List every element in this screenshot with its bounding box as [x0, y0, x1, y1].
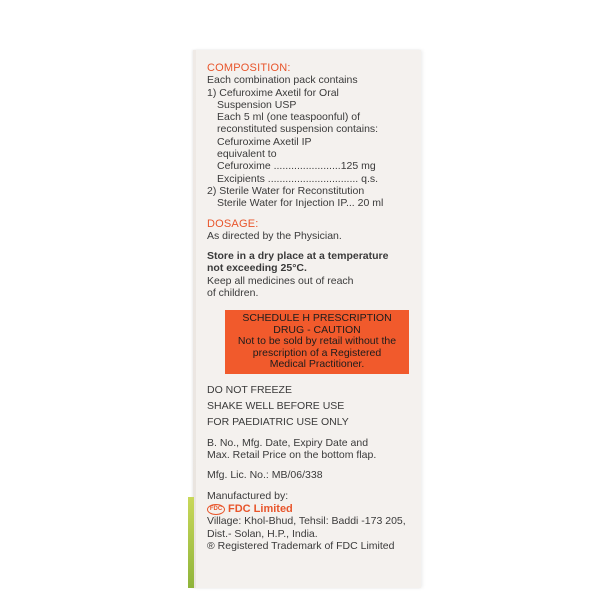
dosage-heading: DOSAGE: [207, 217, 259, 230]
manufacturer-name: FDC Limited [228, 502, 293, 515]
composition-line: equivalent to [217, 148, 277, 161]
storage-line: of children. [207, 287, 259, 300]
composition-line: Cefuroxime .......................125 mg [217, 160, 376, 173]
warning-line: prescription of a Registered [252, 346, 382, 359]
batch-line: Max. Retail Price on the bottom flap. [207, 449, 377, 462]
instruction-paediatric: FOR PAEDIATRIC USE ONLY [207, 416, 349, 429]
manufacturer-logo-row [207, 503, 419, 515]
fdc-logo-icon: FDC [207, 504, 225, 515]
composition-line: 1) Cefuroxime Axetil for Oral [207, 86, 339, 99]
green-edge-strip [188, 497, 194, 588]
composition-line: Each combination pack contains [207, 74, 358, 87]
storage-line: not exceeding 25°C. [207, 262, 307, 275]
warning-line: Medical Practitioner. [269, 358, 365, 371]
storage-line: Store in a dry place at a temperature [207, 250, 389, 263]
composition-line: Each 5 ml (one teaspoonful) of [217, 111, 361, 124]
dosage-text: As directed by the Physician. [207, 229, 342, 242]
batch-line: B. No., Mfg. Date, Expiry Date and [207, 436, 369, 449]
manufactured-by-label: Manufactured by: [207, 489, 289, 502]
composition-line: Cefuroxime Axetil IP [217, 135, 312, 148]
warning-title: SCHEDULE H PRESCRIPTION [242, 312, 392, 325]
license-number: Mfg. Lic. No.: MB/06/338 [207, 469, 323, 482]
label-text-block [207, 62, 419, 552]
instruction-shake: SHAKE WELL BEFORE USE [207, 400, 345, 413]
manufacturer-address: Village: Khol-Bhud, Tehsil: Baddi -173 205, [207, 515, 406, 528]
manufacturer-address: Dist.- Solan, H.P., India. [207, 527, 318, 540]
warning-line: Not to be sold by retail without the [237, 335, 397, 348]
composition-line: reconstituted suspension contains: [217, 123, 379, 136]
composition-line: Suspension USP [217, 98, 297, 111]
composition-heading: COMPOSITION: [207, 62, 291, 74]
composition-line: Excipients ............................... q.s. [217, 172, 379, 185]
schedule-h-warning-box [225, 310, 409, 374]
composition-line: Sterile Water for Injection IP... 20 ml [217, 197, 384, 210]
instruction-freeze: DO NOT FREEZE [207, 383, 292, 396]
trademark-note: ® Registered Trademark of FDC Limited [207, 539, 395, 552]
composition-line: 2) Sterile Water for Reconstitution [207, 184, 365, 197]
warning-title: DRUG - CAUTION [273, 323, 361, 336]
storage-line: Keep all medicines out of reach [207, 274, 354, 287]
